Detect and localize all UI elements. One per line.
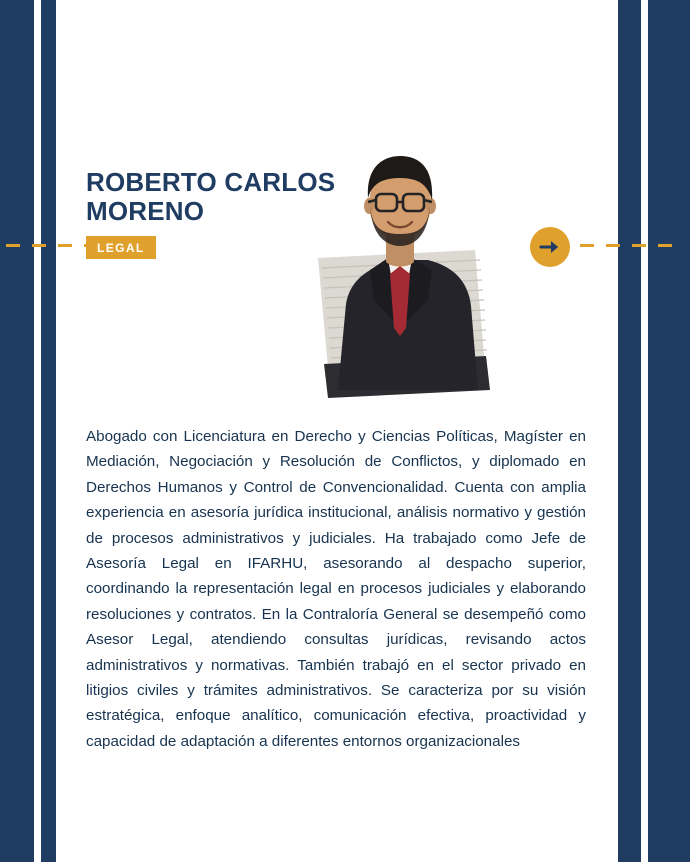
biography-text: Abogado con Licenciatura en Derecho y Ciencias Políticas, Magíster en Mediación, Negociación y Resolución de Conflictos, y diplomado en Derechos Humanos y Control de Convencionalidad. Cuenta con amplia experiencia en asesoría jurídica institucional, análisis normativo y gestión de procesos administrativos y judiciales. Ha trabajado como Jefe de Asesoría Legal en IFARHU, asesorando al despacho superior, coordinando la representación legal en procesos judiciales y elaborando resoluciones y contratos. En la Contraloría General se desempeñó como Asesor Legal, atendiendo consultas jurídicas, revisando actos administrativos y normativas. También trabajó en el sector privado en litigios civiles y trámites administrativos. Se caracteriza por su visión estratégica, enfoque analítico, comunicación efectiva, proactividad y capacidad de adaptación a diferentes entornos organizacionales bbox=[86, 428, 586, 750]
next-button[interactable] bbox=[530, 227, 570, 267]
dashed-rule-left-segment bbox=[6, 244, 86, 247]
page-title bbox=[86, 168, 356, 226]
status-badge: LEGAL bbox=[86, 236, 156, 259]
name-line-1: ROBERTO CARLOS bbox=[86, 167, 336, 197]
name-block bbox=[86, 168, 356, 259]
decorative-stripe-right bbox=[641, 0, 648, 862]
arrow-right-icon bbox=[539, 238, 561, 256]
decorative-stripe-left bbox=[34, 0, 41, 862]
dashed-rule-right-segment bbox=[580, 244, 684, 247]
name-line-2: MORENO bbox=[86, 196, 205, 226]
